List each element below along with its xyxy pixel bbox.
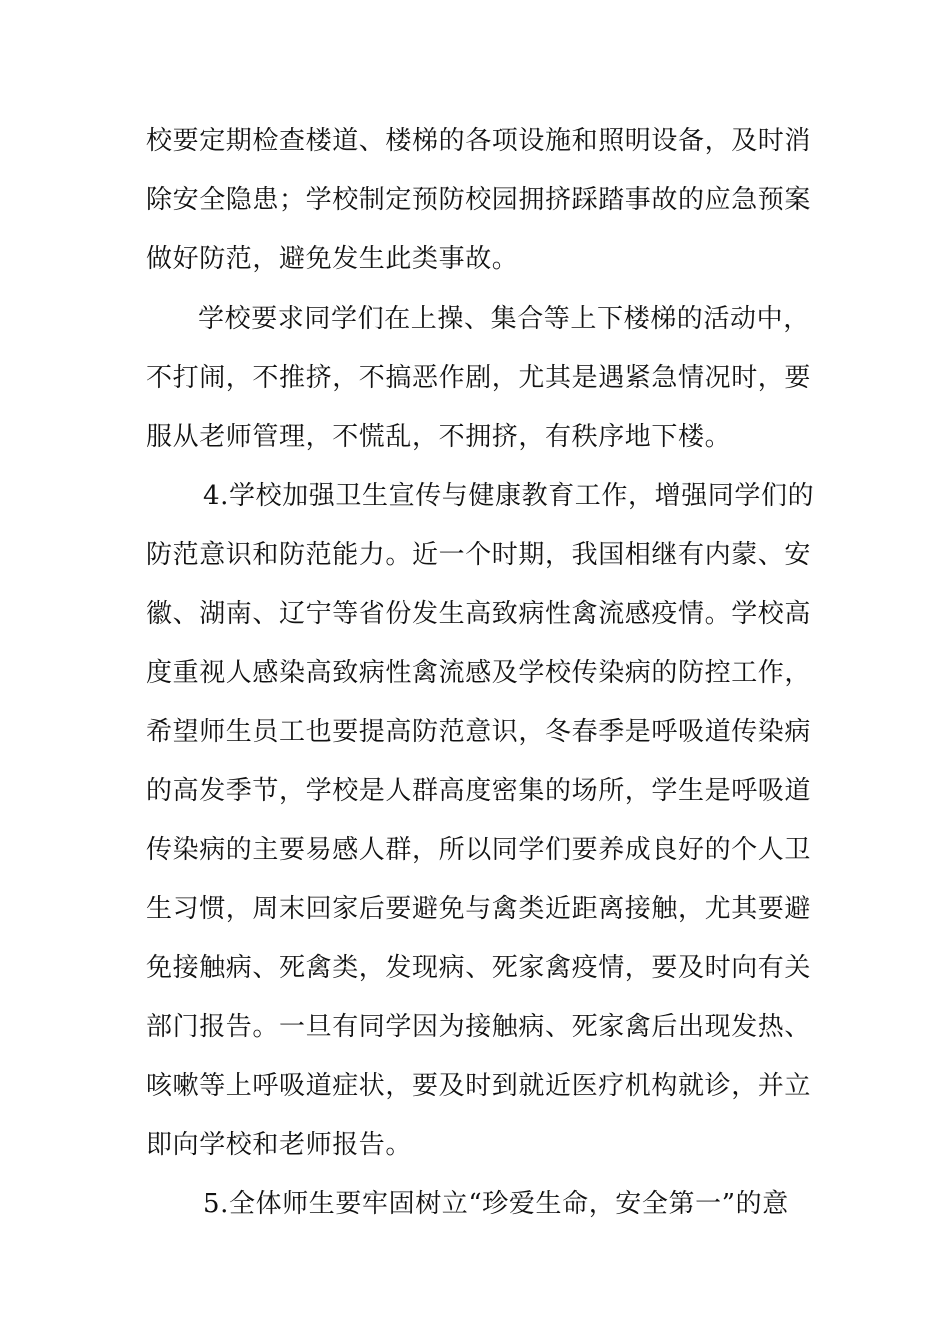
paragraph-first-line: 学校要求同学们在上操、集合等上下楼梯的活动中， xyxy=(198,304,810,334)
text-line: 除安全隐患；学校制定预防校园拥挤踩踏事故的应急预案 xyxy=(146,185,812,215)
text-line: 徽、湖南、辽宁等省份发生高致病性禽流感疫情。学校高 xyxy=(146,599,812,629)
text-line: 希望师生员工也要提高防范意识，冬春季是呼吸道传染病 xyxy=(146,717,812,747)
text-line: 的高发季节，学校是人群高度密集的场所，学生是呼吸道 xyxy=(146,776,812,806)
text-line: 不打闹，不推挤，不搞恶作剧，尤其是遇紧急情况时，要 xyxy=(146,363,812,393)
text-line: 做好防范，避免发生此类事故。 xyxy=(146,244,519,274)
text-line: 防范意识和防范能力。近一个时期，我国相继有内蒙、安 xyxy=(146,540,812,570)
text-line: 生习惯，周末回家后要避免与禽类近距离接触，尤其要避 xyxy=(146,894,812,924)
text-line: 咳嗽等上呼吸道症状，要及时到就近医疗机构就诊，并立 xyxy=(146,1071,812,1101)
text-line: 传染病的主要易感人群，所以同学们要养成良好的个人卫 xyxy=(146,835,812,865)
text-line: 免接触病、死禽类，发现病、死家禽疫情，要及时向有关 xyxy=(146,953,812,983)
text-line: 部门报告。一旦有同学因为接触病、死家禽后出现发热、 xyxy=(146,1012,812,1042)
text-line: 度重视人感染高致病性禽流感及学校传染病的防控工作， xyxy=(146,658,812,688)
text-line: 即向学校和老师报告。 xyxy=(146,1130,413,1160)
text-line: 校要定期检查楼道、楼梯的各项设施和照明设备，及时消 xyxy=(146,126,812,156)
paragraph-first-line: 4.学校加强卫生宣传与健康教育工作，增强同学们的 xyxy=(203,481,815,511)
paragraph-first-line: 5.全体师生要牢固树立“珍爱生命，安全第一”的意 xyxy=(203,1189,789,1219)
text-line: 服从老师管理，不慌乱，不拥挤，有秩序地下楼。 xyxy=(146,422,732,452)
